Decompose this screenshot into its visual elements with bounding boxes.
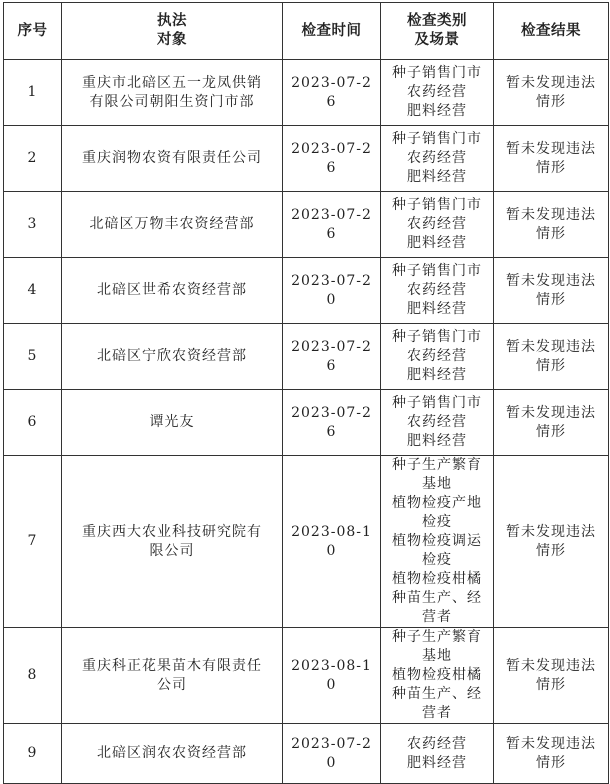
cell-date: 2023-07-20 <box>283 258 381 324</box>
cell-category-line: 基地 <box>422 476 452 492</box>
cell-date: 2023-07-26 <box>283 390 381 456</box>
cell-category-line: 营者 <box>422 705 452 721</box>
cell-object-line: 重庆西大农业科技研究院有 <box>82 523 262 540</box>
cell-index: 3 <box>4 192 62 258</box>
cell-category <box>381 628 494 724</box>
cell-category-line: 检疫 <box>422 552 452 568</box>
cell-category-line: 肥料经营 <box>407 367 467 383</box>
cell-date: 2023-07-26 <box>283 126 381 192</box>
inspection-table <box>3 2 609 784</box>
cell-category-line: 肥料经营 <box>407 103 467 119</box>
cell-category-line: 肥料经营 <box>407 235 467 251</box>
cell-object-line: 有限公司朝阳生资门市部 <box>89 93 255 110</box>
cell-result-line: 暂未发现违法 <box>506 272 596 289</box>
cell-category-line: 检疫 <box>422 514 452 530</box>
cell-object-line: 重庆科正花果苗木有限责任 <box>82 657 262 674</box>
cell-result-line: 情形 <box>536 754 566 771</box>
cell-date: 2023-07-26 <box>283 324 381 390</box>
cell-result-line: 情形 <box>536 93 566 110</box>
cell-result-line: 情形 <box>536 225 566 242</box>
cell-result <box>494 324 609 390</box>
header-result: 检查结果 <box>494 3 609 60</box>
cell-result <box>494 192 609 258</box>
cell-result-line: 暂未发现违法 <box>506 735 596 752</box>
cell-category-line: 种子生产繁育 <box>392 629 482 645</box>
cell-object-line: 北碚区万物丰农资经营部 <box>89 216 255 232</box>
cell-category-line: 种苗生产、经 <box>392 686 482 702</box>
cell-category <box>381 724 494 784</box>
cell-index: 5 <box>4 324 62 390</box>
cell-object-line: 公司 <box>157 676 187 693</box>
table-row <box>4 456 609 628</box>
cell-result-line: 暂未发现违法 <box>506 206 596 223</box>
cell-category <box>381 456 494 628</box>
cell-object-line: 重庆市北碚区五一龙凤供销 <box>82 74 262 91</box>
header-object <box>62 3 283 60</box>
cell-result-line: 情形 <box>536 159 566 176</box>
table-row <box>4 324 609 390</box>
cell-category-line: 种苗生产、经 <box>392 590 482 606</box>
cell-result-line: 暂未发现违法 <box>506 657 596 674</box>
cell-category-line: 农药经营 <box>407 414 467 430</box>
cell-object <box>62 324 283 390</box>
cell-category-line: 种子销售门市 <box>392 197 482 213</box>
cell-category-line: 肥料经营 <box>407 169 467 185</box>
table-row <box>4 258 609 324</box>
header-object-line1: 执法 <box>157 13 187 29</box>
cell-index: 6 <box>4 390 62 456</box>
cell-category-line: 种子销售门市 <box>392 65 482 81</box>
cell-category-line: 植物检疫调运 <box>392 533 482 549</box>
cell-date: 2023-08-10 <box>283 456 381 628</box>
cell-category-line: 农药经营 <box>407 216 467 232</box>
cell-category-line: 农药经营 <box>407 348 467 364</box>
cell-category <box>381 258 494 324</box>
cell-result-line: 暂未发现违法 <box>506 338 596 355</box>
cell-result <box>494 390 609 456</box>
cell-category-line: 肥料经营 <box>407 754 467 771</box>
cell-index: 4 <box>4 258 62 324</box>
cell-index: 8 <box>4 628 62 724</box>
cell-index: 2 <box>4 126 62 192</box>
cell-category <box>381 126 494 192</box>
cell-category-line: 种子销售门市 <box>392 263 482 279</box>
cell-category-line: 植物检疫柑橘 <box>392 667 482 683</box>
cell-category <box>381 324 494 390</box>
table-row <box>4 628 609 724</box>
cell-result-line: 情形 <box>536 291 566 308</box>
cell-object <box>62 192 283 258</box>
cell-object-line: 重庆润物农资有限责任公司 <box>82 150 262 166</box>
cell-object <box>62 60 283 126</box>
cell-result <box>494 258 609 324</box>
cell-index: 7 <box>4 456 62 628</box>
cell-date: 2023-07-26 <box>283 60 381 126</box>
cell-index: 1 <box>4 60 62 126</box>
cell-object <box>62 258 283 324</box>
cell-result-line: 暂未发现违法 <box>506 523 596 540</box>
cell-index: 9 <box>4 724 62 784</box>
table-row <box>4 390 609 456</box>
cell-result <box>494 126 609 192</box>
cell-category <box>381 60 494 126</box>
cell-object <box>62 456 283 628</box>
cell-result <box>494 724 609 784</box>
cell-object <box>62 628 283 724</box>
cell-category-line: 植物检疫产地 <box>392 495 482 511</box>
cell-category-line: 基地 <box>422 648 452 664</box>
table-row <box>4 192 609 258</box>
header-row <box>4 3 609 60</box>
cell-category-line: 肥料经营 <box>407 301 467 317</box>
header-object-line2: 对象 <box>157 32 187 48</box>
cell-category <box>381 192 494 258</box>
cell-result-line: 情形 <box>536 357 566 374</box>
cell-result-line: 情形 <box>536 423 566 440</box>
cell-object <box>62 126 283 192</box>
cell-result-line: 情形 <box>536 542 566 559</box>
cell-category-line: 农药经营 <box>407 84 467 100</box>
cell-result <box>494 60 609 126</box>
header-index: 序号 <box>4 3 62 60</box>
cell-category-line: 种子生产繁育 <box>392 457 482 473</box>
cell-category-line: 肥料经营 <box>407 433 467 449</box>
cell-category-line: 种子销售门市 <box>392 131 482 147</box>
cell-date: 2023-07-20 <box>283 724 381 784</box>
cell-category-line: 农药经营 <box>407 735 467 752</box>
header-category-line1: 检查类别 <box>407 13 467 29</box>
cell-category-line: 营者 <box>422 609 452 625</box>
cell-result <box>494 456 609 628</box>
table-row <box>4 60 609 126</box>
cell-date: 2023-07-26 <box>283 192 381 258</box>
cell-result <box>494 628 609 724</box>
cell-category-line: 种子销售门市 <box>392 329 482 345</box>
table-body <box>4 60 609 784</box>
cell-category-line: 植物检疫柑橘 <box>392 571 482 587</box>
cell-object-line: 北碚区润农农资经营部 <box>97 745 247 761</box>
cell-result-line: 暂未发现违法 <box>506 404 596 421</box>
cell-object-line: 北碚区宁欣农资经营部 <box>97 348 247 364</box>
header-category <box>381 3 494 60</box>
cell-object-line: 谭光友 <box>149 414 195 430</box>
table-row <box>4 724 609 784</box>
cell-object-line: 限公司 <box>149 542 195 559</box>
cell-result-line: 暂未发现违法 <box>506 74 596 91</box>
cell-result-line: 暂未发现违法 <box>506 140 596 157</box>
cell-category-line: 种子销售门市 <box>392 395 482 411</box>
cell-category <box>381 390 494 456</box>
cell-object <box>62 390 283 456</box>
cell-object <box>62 724 283 784</box>
cell-category-line: 农药经营 <box>407 282 467 298</box>
header-category-line2: 及场景 <box>414 32 460 48</box>
cell-date: 2023-08-10 <box>283 628 381 724</box>
cell-category-line: 农药经营 <box>407 150 467 166</box>
cell-object-line: 北碚区世希农资经营部 <box>97 282 247 298</box>
cell-result-line: 情形 <box>536 676 566 693</box>
table-row <box>4 126 609 192</box>
header-date: 检查时间 <box>283 3 381 60</box>
